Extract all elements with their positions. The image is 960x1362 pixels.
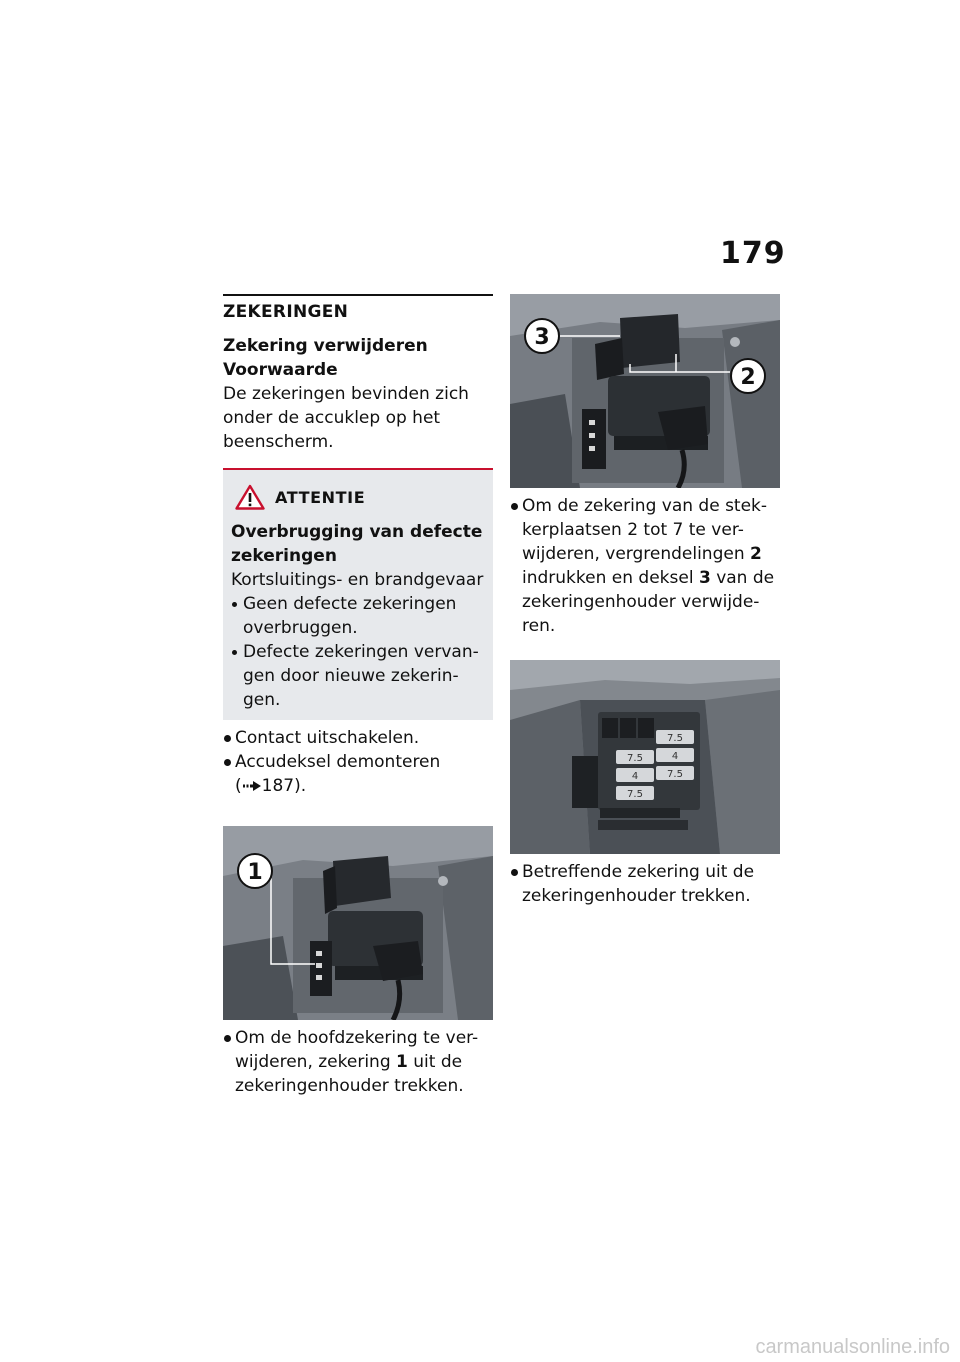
step-reference-number: 3: [698, 568, 711, 588]
fuse-label: 7.5: [667, 733, 683, 744]
step-contact-off: Contact uitschakelen.: [223, 726, 493, 750]
step-remove-battery-cover: [223, 750, 493, 798]
ref-open-paren: (: [235, 776, 242, 796]
step-remove-cover: [510, 494, 780, 638]
fuse-label: 7.5: [627, 789, 643, 800]
step-text: Om de zekering van de stek-kerplaatsen 2 tot 7 te ver-wijderen, vergrendelingen: [522, 496, 768, 564]
step-text: indrukken en deksel: [522, 568, 699, 588]
procedure-steps-final: [510, 860, 780, 908]
fuse-label: 7.5: [627, 753, 643, 764]
fuse-box-photo-main-fuse: [223, 826, 493, 1020]
watermark[interactable]: carmanualsonline.info: [755, 1336, 950, 1358]
step-reference-number: 2: [750, 544, 762, 564]
warning-header: [235, 484, 485, 510]
step-remove-main-fuse: [223, 1026, 493, 1098]
page-reference-link[interactable]: 187).: [261, 776, 307, 796]
step-text: van de zekeringenhouder verwijde-ren.: [522, 568, 775, 636]
warning-heading: Overbrugging van defecte zekeringen: [231, 522, 483, 566]
precondition-heading: Voorwaarde: [223, 360, 338, 380]
page-reference-arrow-icon: [242, 774, 262, 798]
fuse-box-photo-cover: [510, 294, 780, 488]
fuse-label: 4: [671, 751, 679, 762]
section-divider: [223, 294, 493, 296]
step-pull-fuse: Betreffende zekering uit de zekeringenhouder trekken.: [510, 860, 780, 908]
step-text: Accudeksel demonteren: [235, 752, 441, 772]
warning-bullet-list: [231, 592, 485, 712]
page-number: 179: [720, 236, 786, 271]
procedure-steps-main-fuse: [223, 1026, 493, 1098]
step-reference-number: 1: [396, 1052, 408, 1072]
fuse-box-photo-fuses: [510, 660, 780, 854]
step-text: Om de hoofdzekering te ver-wijderen, zekering: [235, 1028, 479, 1072]
figure-callout: 1: [247, 860, 263, 885]
procedure-steps: [223, 726, 493, 798]
figure-callout: 2: [740, 365, 756, 390]
warning-bullet: Defecte zekeringen vervan-gen door nieuwe zekerin-gen.: [231, 640, 485, 712]
right-column: [510, 294, 780, 908]
procedure-steps-plug-fuses: [510, 494, 780, 638]
step-text: uit de zekeringenhouder trekken.: [235, 1052, 464, 1096]
precondition-text: De zekeringen bevinden zich onder de accuklep op het beenscherm.: [223, 384, 469, 452]
warning-triangle-icon: [235, 484, 265, 510]
fuse-label: 4: [631, 771, 639, 782]
fuse-label: 7.5: [667, 769, 683, 780]
figure-callout: 3: [534, 325, 550, 350]
left-column: [223, 294, 493, 1098]
section-title: ZEKERINGEN: [223, 302, 349, 322]
warning-text: Kortsluitings- en brandgevaar: [231, 570, 484, 590]
warning-bullet: Geen defecte zekeringen overbruggen.: [231, 592, 485, 640]
warning-box: [223, 468, 493, 720]
section-subtitle: Zekering verwijderen: [223, 336, 428, 356]
warning-label: ATTENTIE: [275, 487, 366, 507]
